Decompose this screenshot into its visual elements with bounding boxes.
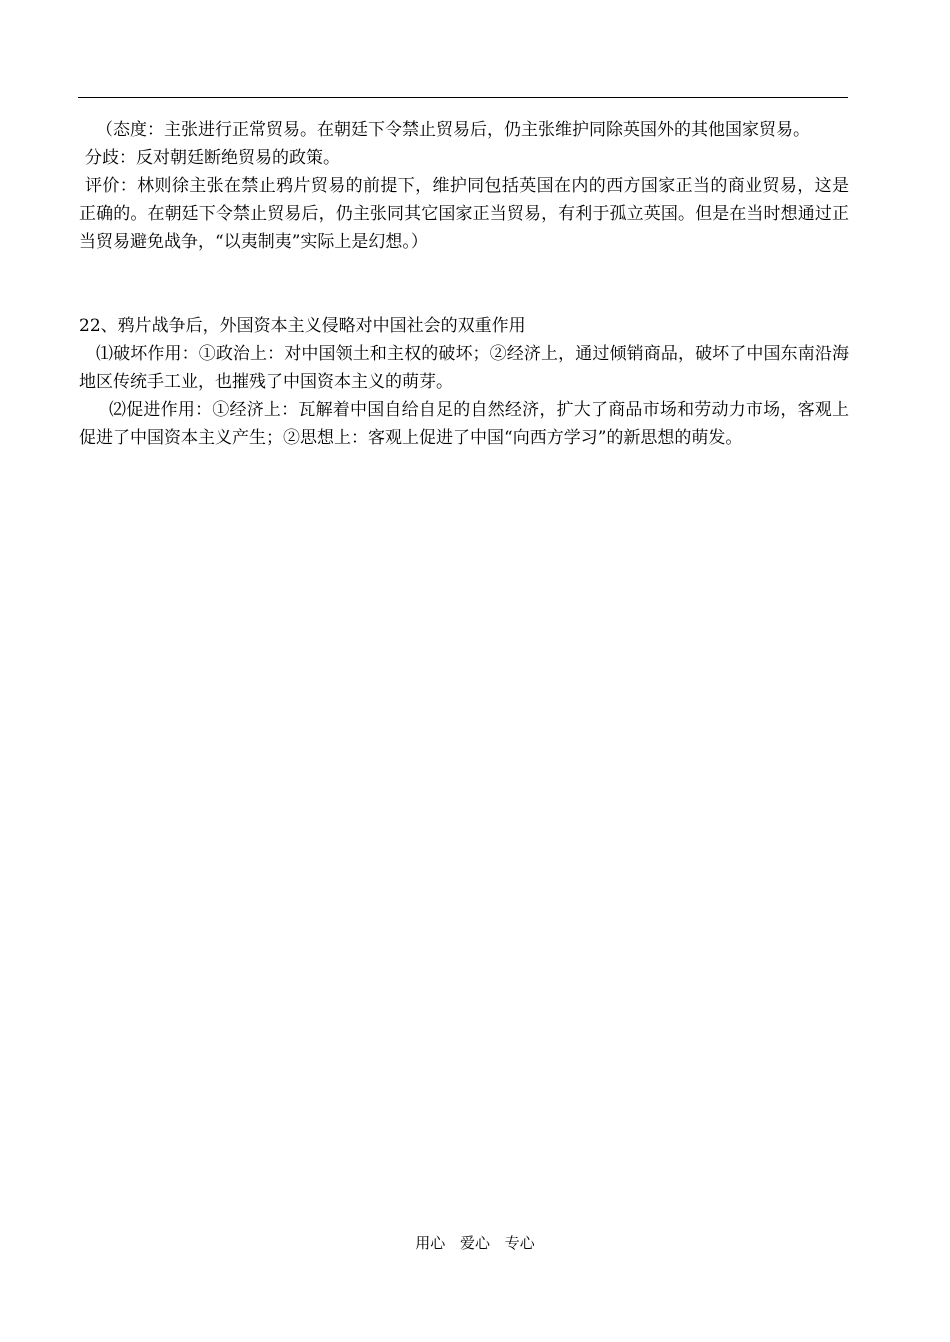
attitude-paragraph: （态度：主张进行正常贸易。在朝廷下令禁止贸易后，仍主张维护同除英国外的其他国家贸易。: [96, 120, 810, 140]
destructive-effect-paragraph: ⑴破坏作用：①政治上：对中国领土和主权的破坏；②经济上，通过倾销商品，破坏了中国东南沿海地区传统手工业，也摧残了中国资本主义的萌芽。: [79, 344, 849, 392]
header-rule: [78, 97, 848, 98]
evaluation-paragraph: 评价：林则徐主张在禁止鸦片贸易的前提下，维护同包括英国在内的西方国家正当的商业贸易，这是正确的。在朝廷下令禁止贸易后，仍主张同其它国家正当贸易，有利于孤立英国。但是在当时想通过正当贸易避免战争，“以夷制夷”实际上是幻想。）: [79, 176, 849, 252]
page-footer: 用心 爱心 专心: [415, 1234, 535, 1252]
document-body: [79, 116, 849, 452]
section-22-title: 22、鸦片战争后，外国资本主义侵略对中国社会的双重作用: [79, 316, 526, 336]
section-spacer: [79, 256, 849, 312]
promoting-effect-paragraph: ⑵促进作用：①经济上：瓦解着中国自给自足的自然经济，扩大了商品市场和劳动力市场，客观上促进了中国资本主义产生；②思想上：客观上促进了中国“向西方学习”的新思想的萌发。: [79, 400, 849, 448]
divergence-paragraph: 分歧：反对朝廷断绝贸易的政策。: [85, 148, 340, 168]
